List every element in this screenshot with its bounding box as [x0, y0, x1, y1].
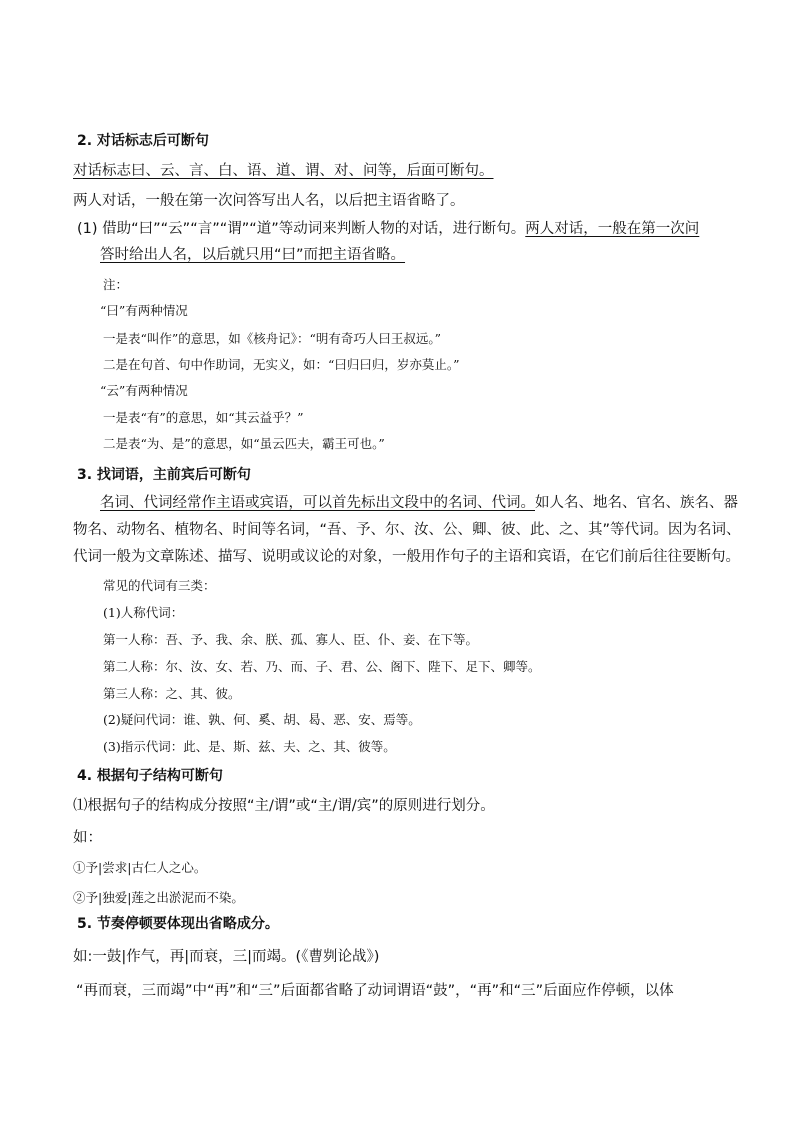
rhythm-example: 如:一鼓|作气，再|而衰，三|而竭。(《曹刿论战》) — [73, 949, 380, 965]
example-label: 如： — [73, 830, 102, 846]
pronoun-line: (2)疑问代词：谁、孰、何、奚、胡、曷、恶、安、焉等。 — [103, 712, 421, 727]
dialogue-intro: 两人对话，一般在第一次问答写出人名，以后把主语省略了。 — [73, 193, 465, 209]
section-heading-3: 3. 找词语，主前宾后可断句 — [77, 467, 251, 483]
paragraph-line: 物名、动物名、植物名、时间等名词，“吾、予、尔、汝、公、卿、彼、此、之、其”等代词。因为名词、 — [73, 522, 741, 538]
pronoun-line: (3)指示代词：此、是、斯、兹、夫、之、其、彼等。 — [103, 739, 396, 754]
pronoun-line: 常见的代词有三类： — [103, 578, 216, 593]
pronoun-line: 第一人称：吾、予、我、余、朕、孤、寡人、臣、仆、妾、在下等。 — [103, 632, 479, 647]
rhythm-explanation: “再而衰，三而竭”中“再”和“三”后面都省略了动词谓语“鼓”，“再”和“三”后面应作停顿，以体 — [76, 983, 674, 999]
note-line: 二是在句首、句中作助词，无实义，如：“曰归曰归，岁亦莫止。” — [103, 357, 460, 372]
paragraph-line: 代词一般为文章陈述、描写、说明或议论的对象，一般用作句子的主语和宾语，在它们前后往往要断句。 — [73, 549, 740, 565]
note-label: 注： — [103, 277, 129, 292]
pronoun-line: 第三人称：之、其、彼。 — [103, 686, 241, 701]
section-heading-5: 5. 节奏停顿要体现出省略成分。 — [77, 916, 279, 932]
section-heading-2: 2. 对话标志后可断句 — [77, 133, 209, 149]
pronoun-line: (1)人称代词： — [103, 605, 184, 620]
section-heading-4: 4. 根据句子结构可断句 — [77, 768, 223, 784]
structure-rule: ⑴根据句子的结构成分按照“主/谓”或“主/谓/宾”的原则进行划分。 — [73, 798, 495, 814]
note-line: “云”有两种情况 — [100, 383, 188, 398]
nouns-pronouns-underlined: 名词、代词经常作主语或宾语，可以首先标出文段中的名词、代词。 — [100, 495, 535, 511]
pronoun-line: 第二人称：尔、汝、女、若、乃、而、子、君、公、阁下、陛下、足下、卿等。 — [103, 659, 541, 674]
item-1-text: (1) 借助“曰”“云”“言”“谓”“道”等动词来判断人物的对话，进行断句。 — [77, 221, 526, 237]
rule-dialogue-markers: 对话标志曰、云、言、白、语、道、谓、对、问等，后面可断句。 — [73, 163, 494, 179]
note-line: 二是表“为、是”的意思，如“虽云匹夫，霸王可也。” — [103, 436, 385, 451]
example-sentence: ①予|尝求|古仁人之心。 — [73, 860, 207, 875]
paragraph-text: 如人名、地名、官名、族名、器 — [535, 495, 738, 511]
item-1-line-1 — [77, 217, 699, 238]
example-sentence: ②予|独爱|莲之出淤泥而不染。 — [73, 890, 244, 905]
note-line: 一是表“叫作”的意思，如《核舟记》：“明有奇巧人曰王叔远。” — [103, 331, 442, 346]
note-line: 一是表“有”的意思，如“其云益乎？” — [103, 410, 304, 425]
item-1-line-2: 答时给出人名，以后就只用“曰”而把主语省略。 — [100, 247, 406, 263]
item-1-underlined: 两人对话，一般在第一次问 — [525, 221, 700, 237]
paragraph-line — [100, 491, 738, 512]
note-line: “曰”有两种情况 — [100, 303, 188, 318]
